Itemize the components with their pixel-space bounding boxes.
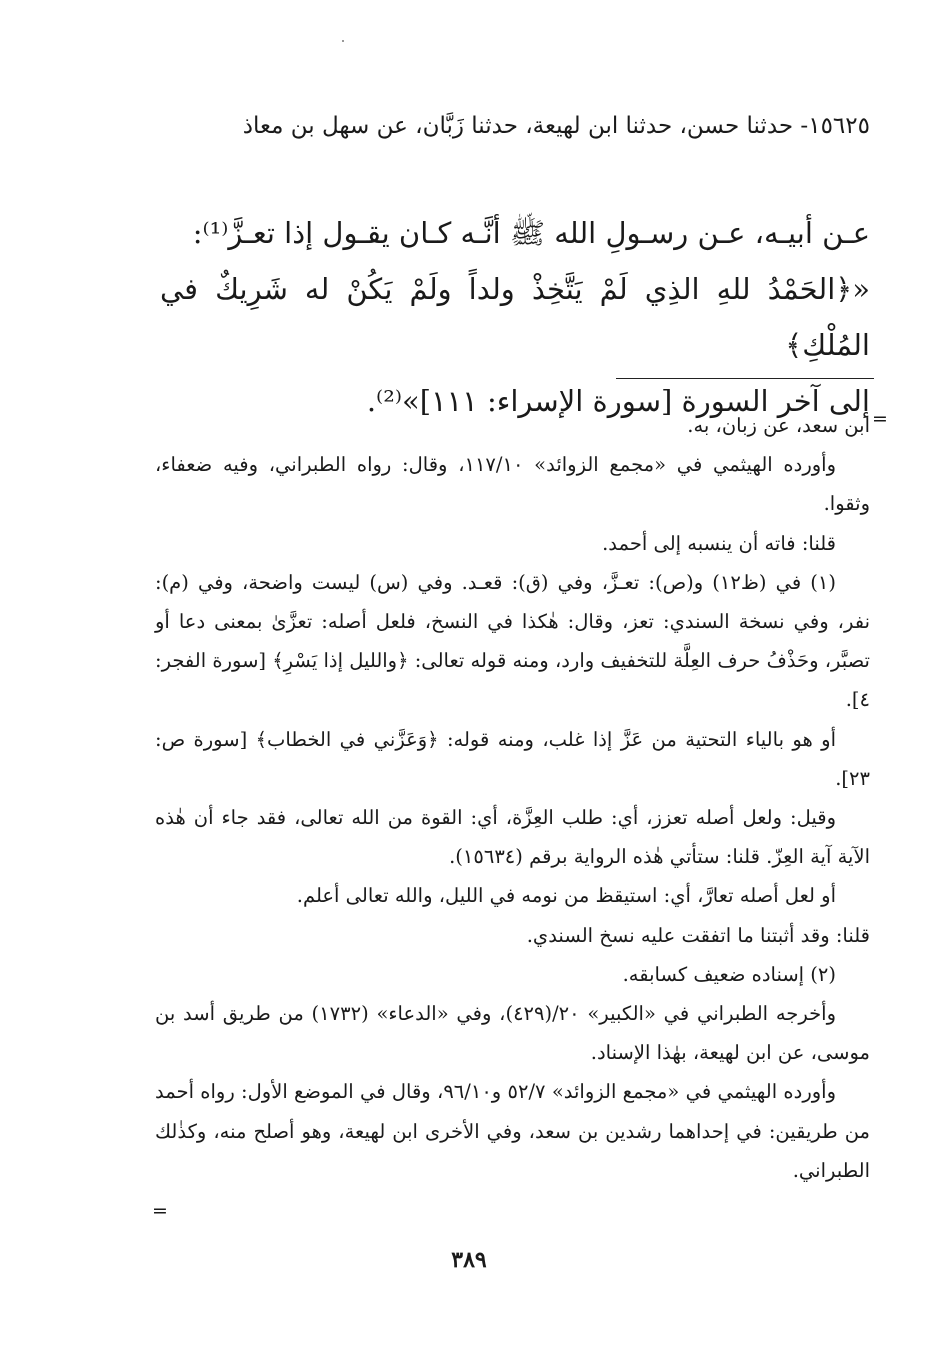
footnote-paragraph: وأخرجه الطبراني في «الكبير» ٢٠/(٤٢٩)، وفي «الدعاء» (١٧٣٢) من طريق أسد بن موسى، عن ابن لهيعة، بهٰذا الإسناد. [155,1002,870,1065]
footnote-paragraph: وأورده الهيثمي في «مجمع الزوائد» ٥٢/٧ و٩٦/١٠، وقال في الموضع الأول: رواه أحمد من طريقين: في إحداهما رشدين بن سعد، وفي الأخرى ابن لهيعة، وهو أصلح منه، وكذٰلك الطبراني. [155,1080,870,1182]
footnote-separator [616,378,874,379]
footnote-paragraph: قلنا: فاته أن ينسبه إلى أحمد. [602,531,836,555]
hadith-text [160,205,870,429]
footnote-paragraph: أو لعل أصله تعارَّ، أي: استيقظ من نومه في الليل، والله تعالى أعلم. [296,884,836,908]
continuation-mark: = [872,408,888,430]
hadith-line: عـن أبيـه، عـن رسـولِ الله ﷺ أنَّـه كـان يقـول إذا تعـزَّ⁽¹⁾: [192,216,870,250]
continuation-mark-bottom: = [152,1200,168,1222]
footnote-paragraph: (١) في (ظ١٢) و(ص): تعـزَّ، وفي (ق): قعـد. وفي (س) ليست واضحة، وفي (م): نفر، وفي نسخة السندي: تعز، وقال: هٰكذا في النسخ، فلعل أصله: تعزَّىٰ بمعنى دعا أو تصبَّر، وحَذْفُ حرف العِلَّة للتخفيف وارد، ومنه قوله تعالى: ﴿والليل إذا يَسْرِ﴾ [سورة الفجر: ٤]. [155,570,870,712]
footnotes [155,406,870,1190]
hadith-line: إلى آخر السورة [سورة الإسراء: ١١١]»⁽²⁾. [366,384,870,418]
footnote-paragraph: وقيل: ولعل أصله تعزز، أي: طلب العِزَّة، أي: القوة من الله تعالى، فقد جاء أن هٰذه الآية آية العِزّ. قلنا: ستأتي هٰذه الرواية برقم (١٥٦٣٤). [155,806,870,869]
hadith-line: «﴿الحَمْدُ للهِ الذِي لَمْ يَتَّخِذْ ولداً ولَمْ يَكُنْ له شَرِيكٌ في المُلْكِ﴾ [160,272,870,362]
scan-speck [342,40,344,42]
footnote-paragraph: أو هو بالياء التحتية من عَزَّ إذا غلب، ومنه قوله: ﴿وَعَزَّني في الخطاب﴾ [سورة ص: ٢٣]. [155,727,870,790]
footnote-paragraph: قلنا: وقد أثبتنا ما اتفقت عليه نسخ السندي. [526,923,870,947]
footnote-paragraph: (٢) إسناده ضعيف كسابقه. [622,962,836,986]
hadith-header: ١٥٦٢٥- حدثنا حسن، حدثنا ابن لهيعة، حدثنا زَبَّان، عن سهل بن معاذ [242,113,870,139]
page-number: ٣٨٩ [451,1247,487,1273]
footnote-paragraph: وأورده الهيثمي في «مجمع الزوائد» ١١٧/١٠، وقال: رواه الطبراني، وفيه ضعفاء، وثقوا. [155,453,870,516]
footnote-paragraph: ابن سعد، عن زبان، به. [687,414,870,437]
